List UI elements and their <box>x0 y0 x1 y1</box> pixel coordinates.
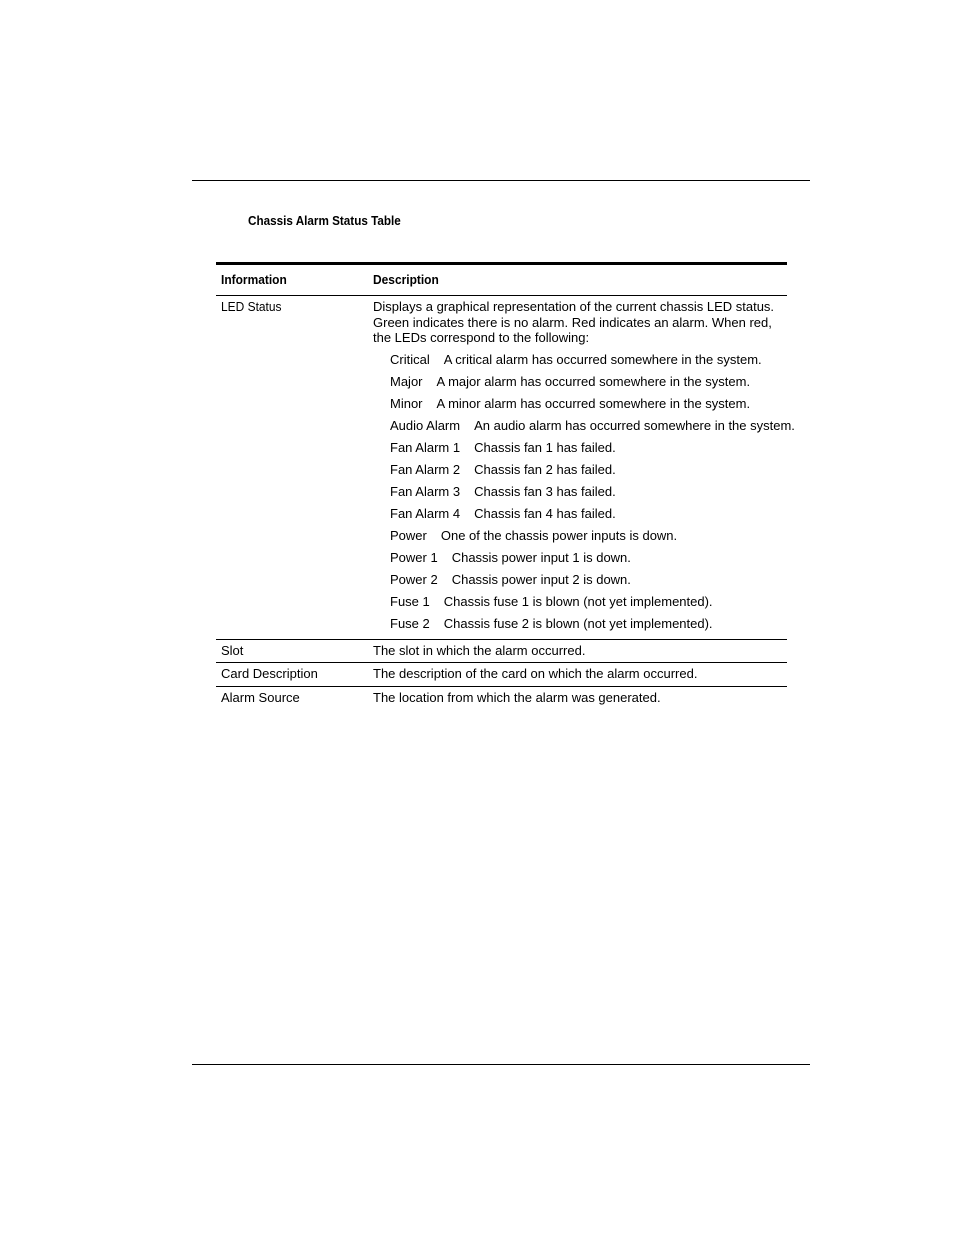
alarm-status-table <box>216 262 795 709</box>
led-item: Power One of the chassis power inputs is down. <box>390 527 678 543</box>
table-title: Chassis Alarm Status Table <box>248 213 401 228</box>
led-status-description: Displays a graphical representation of the current chassis LED status. Green indicates there is no alarm. Red indicates an alarm. When red, the LEDs correspond to the following: <box>373 299 775 345</box>
row-description: The description of the card on which the alarm occurred. <box>373 666 698 681</box>
header-rule <box>192 180 810 181</box>
led-item: Fuse 2 Chassis fuse 2 is blown (not yet implemented). <box>390 615 713 631</box>
row-description: The location from which the alarm was generated. <box>373 689 661 705</box>
row-description: The slot in which the alarm occurred. <box>373 642 586 658</box>
led-item: Audio Alarm An audio alarm has occurred somewhere in the system. <box>390 417 795 433</box>
table-row-led-status <box>216 296 795 640</box>
row-information: LED Status <box>221 299 282 314</box>
led-item: Power 1 Chassis power input 1 is down. <box>390 549 631 565</box>
row-information: Slot <box>221 642 244 658</box>
led-item: Minor A minor alarm has occurred somewhere in the system. <box>390 395 751 411</box>
led-list <box>373 349 795 635</box>
table-row-slot <box>216 640 787 664</box>
led-item: Fuse 1 Chassis fuse 1 is blown (not yet implemented). <box>390 593 713 609</box>
table-row-alarm-source <box>216 687 787 710</box>
row-information: Alarm Source <box>221 689 300 705</box>
led-item: Major A major alarm has occurred somewhere in the system. <box>390 373 751 389</box>
table-row-card-description <box>216 663 787 687</box>
footer-rule <box>192 1064 810 1065</box>
led-item: Fan Alarm 4 Chassis fan 4 has failed. <box>390 505 616 521</box>
led-item: Critical A critical alarm has occurred somewhere in the system. <box>390 351 762 367</box>
row-information: Card Description <box>221 666 318 681</box>
led-item: Power 2 Chassis power input 2 is down. <box>390 571 631 587</box>
led-item: Fan Alarm 1 Chassis fan 1 has failed. <box>390 439 616 455</box>
led-item: Fan Alarm 3 Chassis fan 3 has failed. <box>390 483 616 499</box>
header-information: Information <box>221 272 287 288</box>
led-item: Fan Alarm 2 Chassis fan 2 has failed. <box>390 461 616 477</box>
table-header-row <box>216 265 787 296</box>
row-description <box>373 299 795 635</box>
header-description: Description <box>373 272 439 288</box>
